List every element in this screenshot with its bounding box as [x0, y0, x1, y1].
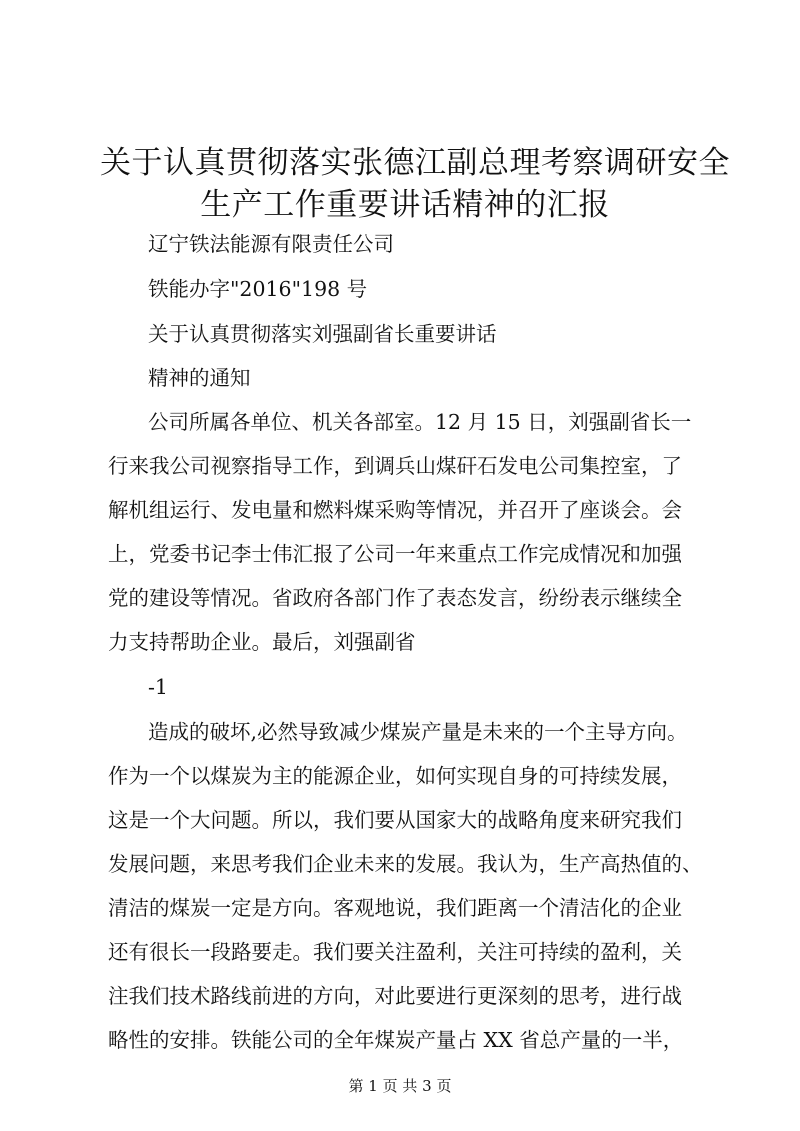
- document-number: 铁能办字"2016"198 号: [148, 277, 368, 301]
- paragraph1-line: 党的建设等情况。省政府各部门作了表态发言，纷纷表示继续全: [108, 586, 682, 610]
- title-line-2: 生产工作重要讲话精神的汇报: [200, 187, 610, 223]
- paragraph2-line: 注我们技术路线前进的方向，对此要进行更深刻的思考，进行战: [108, 984, 682, 1008]
- paragraph1-line: 力支持帮助企业。最后，刘强副省: [108, 630, 416, 654]
- notice-title-line-2: 精神的通知: [148, 366, 251, 390]
- paragraph2-line: 作为一个以煤炭为主的能源企业，如何实现自身的可持续发展，: [108, 764, 682, 788]
- page-footer: 第 1 页 共 3 页: [348, 1077, 452, 1095]
- paragraph2-line: 这是一个大问题。所以，我们要从国家大的战略角度来研究我们: [108, 808, 682, 832]
- paragraph2-line: 还有很长一段路要走。我们要关注盈利，关注可持续的盈利，关: [108, 940, 682, 964]
- paragraph1-line: 解机组运行、发电量和燃料煤采购等情况，并召开了座谈会。会: [108, 498, 682, 522]
- page-marker: -1: [148, 675, 168, 699]
- paragraph1-line: 上，党委书记李士伟汇报了公司一年来重点工作完成情况和加强: [108, 542, 682, 566]
- paragraph2-line: 略性的安排。铁能公司的全年煤炭产量占 XX 省总产量的一半，: [108, 1028, 684, 1052]
- paragraph2-line: 清洁的煤炭一定是方向。客观地说，我们距离一个清洁化的企业: [108, 896, 682, 920]
- company-name: 辽宁铁法能源有限责任公司: [148, 232, 394, 256]
- paragraph2-line: 造成的破坏,必然导致减少煤炭产量是未来的一个主导方向。: [148, 720, 688, 744]
- paragraph1-line: 行来我公司视察指导工作，到调兵山煤矸石发电公司集控室，了: [108, 454, 682, 478]
- title-line-1: 关于认真贯彻落实张德江副总理考察调研安全: [100, 145, 730, 181]
- notice-title-line-1: 关于认真贯彻落实刘强副省长重要讲话: [148, 322, 497, 346]
- paragraph2-line: 发展问题，来思考我们企业未来的发展。我认为，生产高热值的、: [108, 852, 703, 876]
- document-title: [100, 142, 730, 226]
- paragraph1-line: 公司所属各单位、机关各部室。12 月 15 日，刘强副省长一: [148, 410, 692, 434]
